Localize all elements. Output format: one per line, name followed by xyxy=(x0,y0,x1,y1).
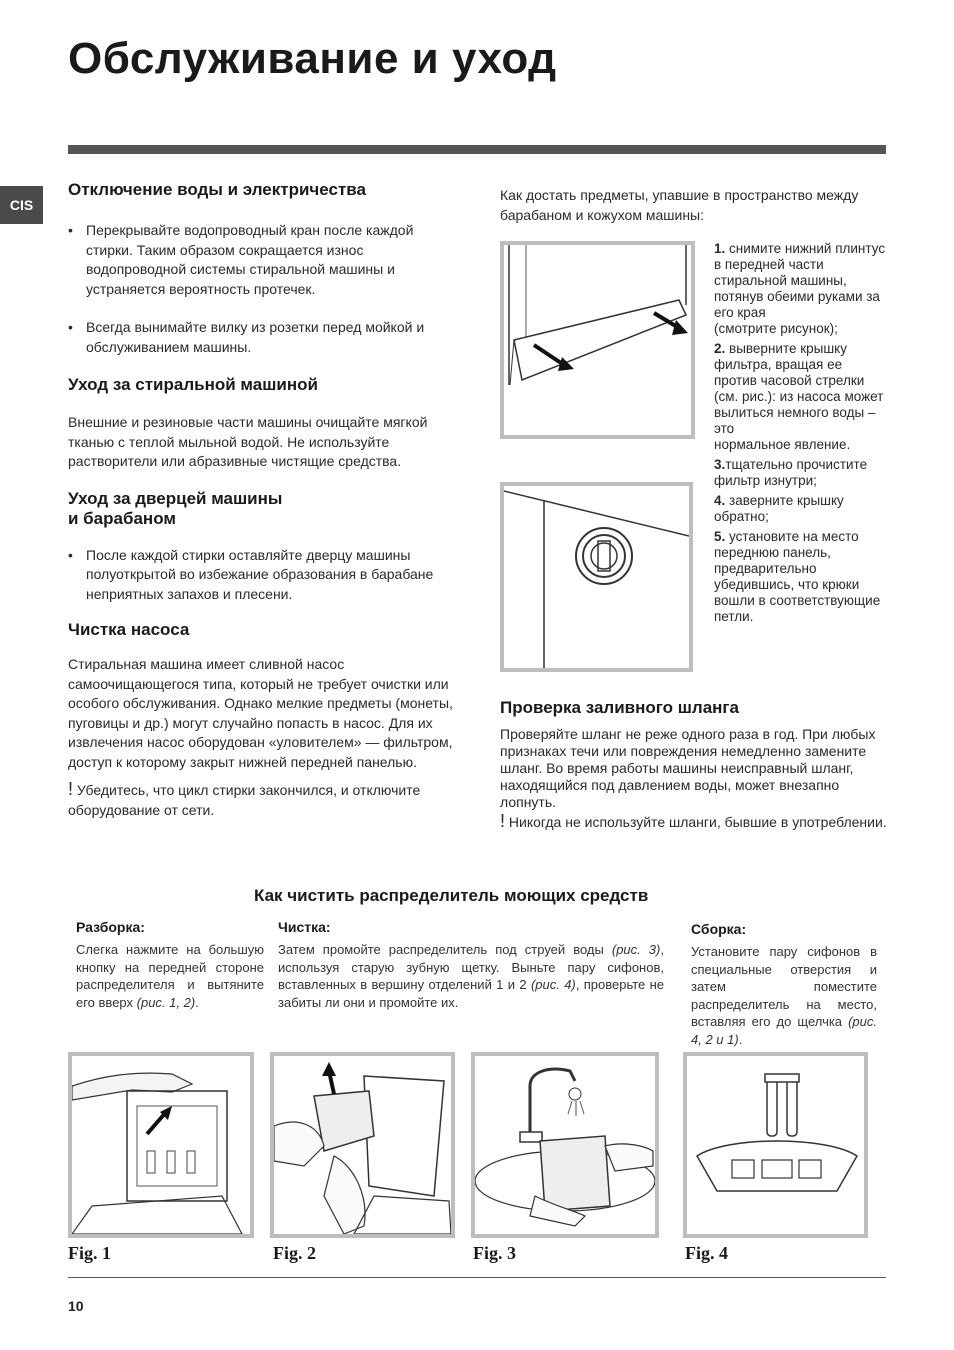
step-number: 3. xyxy=(714,457,726,472)
hose-check-text: Проверяйте шланг не реже одного раза в год. При любых признаках течи или повреждения немедленно замените шланг. Во время работы машины неисправный шланг, находящийся под давлением воды, может внезапно лопнуть. xyxy=(500,726,876,810)
figure-3-label: Fig. 3 xyxy=(473,1243,516,1263)
step-text: тщательно прочистите фильтр изнутри; xyxy=(714,457,868,488)
cleaning-text xyxy=(278,941,664,1011)
step-text-extra: (смотрите рисунок); xyxy=(714,321,838,336)
water-electricity-list xyxy=(68,221,460,357)
heading-line: Уход за дверцей машины xyxy=(68,488,283,508)
list-item: • Всегда вынимайте вилку из розетки перед мойкой и обслуживанием машины. xyxy=(68,318,460,357)
list-item xyxy=(714,341,888,453)
left-column xyxy=(68,180,460,820)
pump-cleaning-text: Стиральная машина имеет сливной насос самоочищающегося типа, который не требует очистки или особого обслуживания. Однако мелкие предметы (монеты, пуговицы и др.) могут случайно попасть в насос. Для их извлечения насос оборудован «уловителем» — фильтром, доступ к которому закрыт нижней передней панелью. xyxy=(68,656,453,770)
list-item xyxy=(714,241,888,337)
machine-care-text: Внешние и резиновые части машины очищайте мягкой тканью с теплой мыльной водой. Не используйте растворители или абразивные чистящие средства. xyxy=(68,414,428,469)
footer-divider xyxy=(68,1277,886,1278)
hose-section xyxy=(500,698,888,831)
figure-reference: (рис. 3) xyxy=(611,942,661,957)
step-text: установите на место переднюю панель, предварительно убедившись, что крюки вошли в соответствующие петли. xyxy=(714,529,881,624)
figure-1 xyxy=(68,1052,254,1238)
retrieval-steps xyxy=(714,241,888,629)
disassembly-column xyxy=(76,919,264,1011)
step-number: 1. xyxy=(714,241,726,256)
warning-icon: ! xyxy=(500,811,506,831)
title-divider xyxy=(68,145,886,154)
assembly-title: Сборка: xyxy=(691,921,747,937)
disassembly-title: Разборка: xyxy=(76,919,145,935)
figure-2 xyxy=(270,1052,455,1238)
warning-text: Никогда не используйте шланги, бывшие в употреблении. xyxy=(508,814,887,830)
heading-hose-check: Проверка заливного шланга xyxy=(500,698,739,717)
dispenser-removal-illustration xyxy=(72,1056,250,1234)
figure-4 xyxy=(683,1052,868,1238)
step-text: заверните крышку xyxy=(729,493,844,508)
dispenser-wash-illustration xyxy=(475,1056,655,1234)
heading-line: и барабаном xyxy=(68,508,176,528)
language-tab: CIS xyxy=(0,186,43,224)
step-number: 2. xyxy=(714,341,726,356)
pump-warning xyxy=(68,780,460,820)
heading-machine-care: Уход за стиральной машиной xyxy=(68,375,318,394)
figure-reference: (рис. 4) xyxy=(530,977,576,992)
heading-pump-cleaning: Чистка насоса xyxy=(68,620,190,639)
retrieval-intro: Как достать предметы, упавшие в пространство между барабаном и кожухом машины: xyxy=(500,187,859,223)
list-item xyxy=(714,529,888,625)
step-text: снимите нижний плинтус в передней части стиральной машины, потянув обеими руками за его края xyxy=(714,241,886,320)
heading-door-drum-care xyxy=(68,489,460,529)
step-text-extra: обратно; xyxy=(714,509,769,524)
figure-reference: (рис. 1, 2) xyxy=(136,994,196,1010)
text-run: , проверьте не забиты ли они и промойте их. xyxy=(278,977,664,1010)
assembly-text xyxy=(691,943,877,1048)
figure-4-label: Fig. 4 xyxy=(685,1243,728,1263)
text-run: . xyxy=(738,1031,743,1047)
plinth-removal-illustration xyxy=(504,245,691,435)
cleaning-title: Чистка: xyxy=(278,919,331,935)
disassembly-text xyxy=(76,941,264,1011)
step-text-extra: нормальное явление. xyxy=(714,437,851,452)
siphons-illustration xyxy=(687,1056,864,1234)
warning-icon: ! xyxy=(68,779,74,799)
list-item xyxy=(714,493,888,525)
text-run: Слегка нажмите на большую кнопку на передней стороне распределителя и вытяните его вверх xyxy=(76,942,264,1010)
list-item: • После каждой стирки оставляйте дверцу машины полуоткрытой во избежание образования в барабане неприятных запахов и плесени. xyxy=(68,546,460,605)
warning-text: Убедитесь, что цикл стирки закончился, и отключите оборудование от сети. xyxy=(68,782,421,818)
page-number: 10 xyxy=(68,1298,84,1314)
heading-water-electricity: Отключение воды и электричества xyxy=(68,180,366,199)
figure-2-label: Fig. 2 xyxy=(273,1243,316,1263)
dispenser-lift-illustration xyxy=(274,1056,451,1234)
page-title: Обслуживание и уход xyxy=(68,34,557,83)
text-run: Затем промойте распределитель под струей воды xyxy=(278,942,604,957)
assembly-column xyxy=(691,921,877,1048)
text-run: Установите пару сифонов в специальные отверстия и затем поместите распределитель на место, вставляя его до щелчка xyxy=(691,944,877,1029)
filter-cover-illustration xyxy=(504,486,689,668)
dispenser-heading: Как чистить распределитель моющих средств xyxy=(254,886,649,905)
text-run: , используя старую зубную щетку. Выньте пару сифонов, вставленных в вершину отделений 1 и 2 xyxy=(278,942,664,992)
figure-1-label: Fig. 1 xyxy=(68,1243,111,1263)
figure-3 xyxy=(471,1052,659,1238)
figure-reference: (рис. 4, 2 и 1) xyxy=(691,1014,877,1047)
step-number: 5. xyxy=(714,529,726,544)
step-number: 4. xyxy=(714,493,726,508)
plinth-removal-figure xyxy=(500,241,695,439)
hose-warning xyxy=(500,813,888,831)
list-item: • Перекрывайте водопроводный кран после каждой стирки. Таким образом сокращается износ водопроводной системы стиральной машины и устраняется вероятность протечек. xyxy=(68,221,460,299)
text-run: . xyxy=(195,994,199,1010)
filter-cover-figure xyxy=(500,482,693,672)
list-item xyxy=(714,457,888,489)
cleaning-column xyxy=(278,919,664,1011)
door-care-list xyxy=(68,546,460,605)
step-text: выверните крышку фильтра, вращая ее против часовой стрелки (см. рис.): из насоса может вылиться немного воды – это xyxy=(714,341,884,436)
